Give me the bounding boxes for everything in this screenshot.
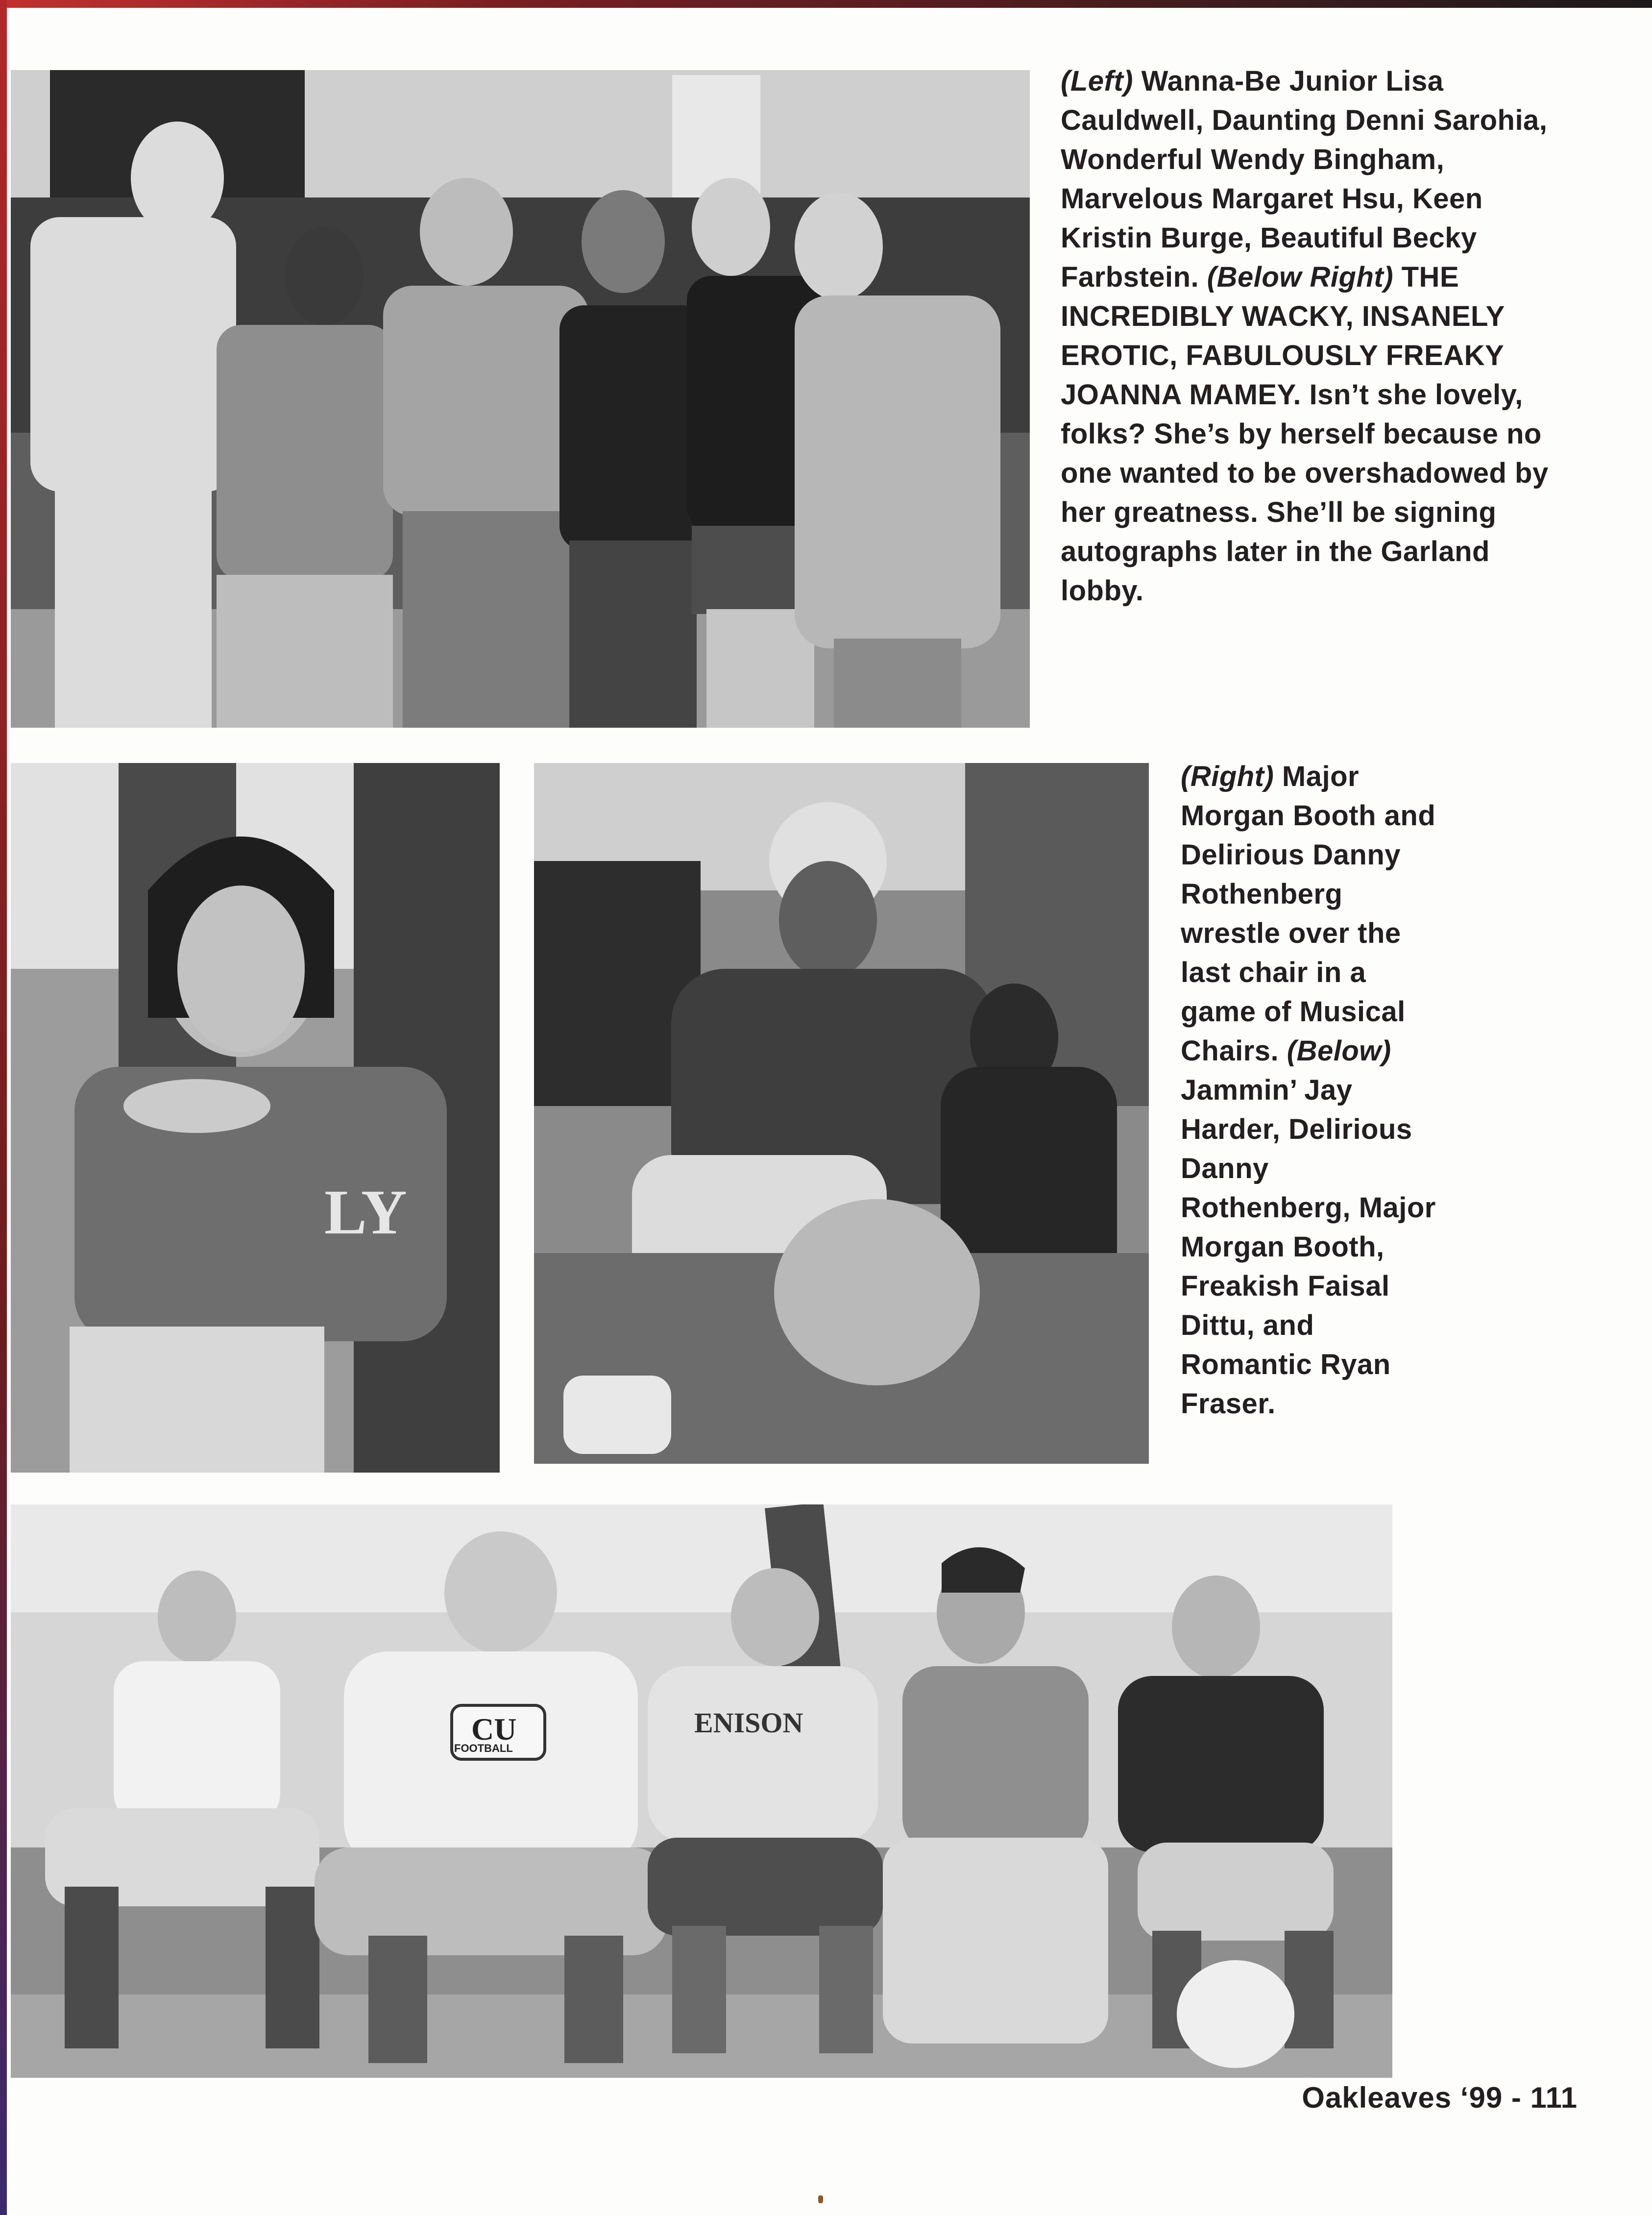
caption-right-text: Major Morgan Booth and Delirious Danny Rothenberg wrestle over the last chair in a game of Musical Chairs.	[1181, 761, 1436, 1067]
caption-right-lead: (Right)	[1181, 761, 1274, 792]
scan-edge-left	[0, 0, 7, 2215]
caption-below-right-lead: (Below Right)	[1207, 261, 1394, 293]
caption-middle	[1181, 757, 1445, 1424]
photo-girl-blowing-kiss	[11, 763, 500, 1473]
shirt-denison: ENISON	[694, 1707, 803, 1739]
photo-guys-on-bench	[11, 1504, 1392, 2078]
photo-group-girls	[11, 70, 1030, 728]
scan-speck	[818, 2195, 823, 2203]
caption-left-lead: (Left)	[1061, 65, 1133, 97]
photo-musical-chairs	[534, 763, 1149, 1464]
shirt-lettering: LY	[324, 1177, 407, 1248]
caption-top	[1061, 62, 1573, 611]
shirt-football: FOOTBALL	[454, 1742, 513, 1754]
caption-left-text: Wanna-Be Junior Lisa Cauldwell, Daunting Denni Sarohia, Wonderful Wendy Bingham, Marvelous Margaret Hsu, Keen Kristin Burge, Beautiful Becky Farbstein.	[1061, 65, 1548, 293]
caption-below-right-text: THE INCREDIBLY WACKY, INSANELY EROTIC, FABULOUSLY FREAKY JOANNA MAMEY. Isn’t she lovely, folks? She’s by herself because no one wanted to be overshadowed by her greatness. She’ll be signing autographs later in the Garland lobby.	[1061, 261, 1549, 607]
caption-below-lead: (Below)	[1287, 1035, 1391, 1067]
shirt-cu: CU	[471, 1712, 517, 1747]
page-folio: Oakleaves ‘99 - 111	[1302, 2081, 1578, 2114]
scan-edge-top	[0, 0, 1652, 8]
caption-below-text: Jammin’ Jay Harder, Delirious Danny Rothenberg, Major Morgan Booth, Freakish Faisal Dittu, and Romantic Ryan Fraser.	[1181, 1074, 1436, 1420]
